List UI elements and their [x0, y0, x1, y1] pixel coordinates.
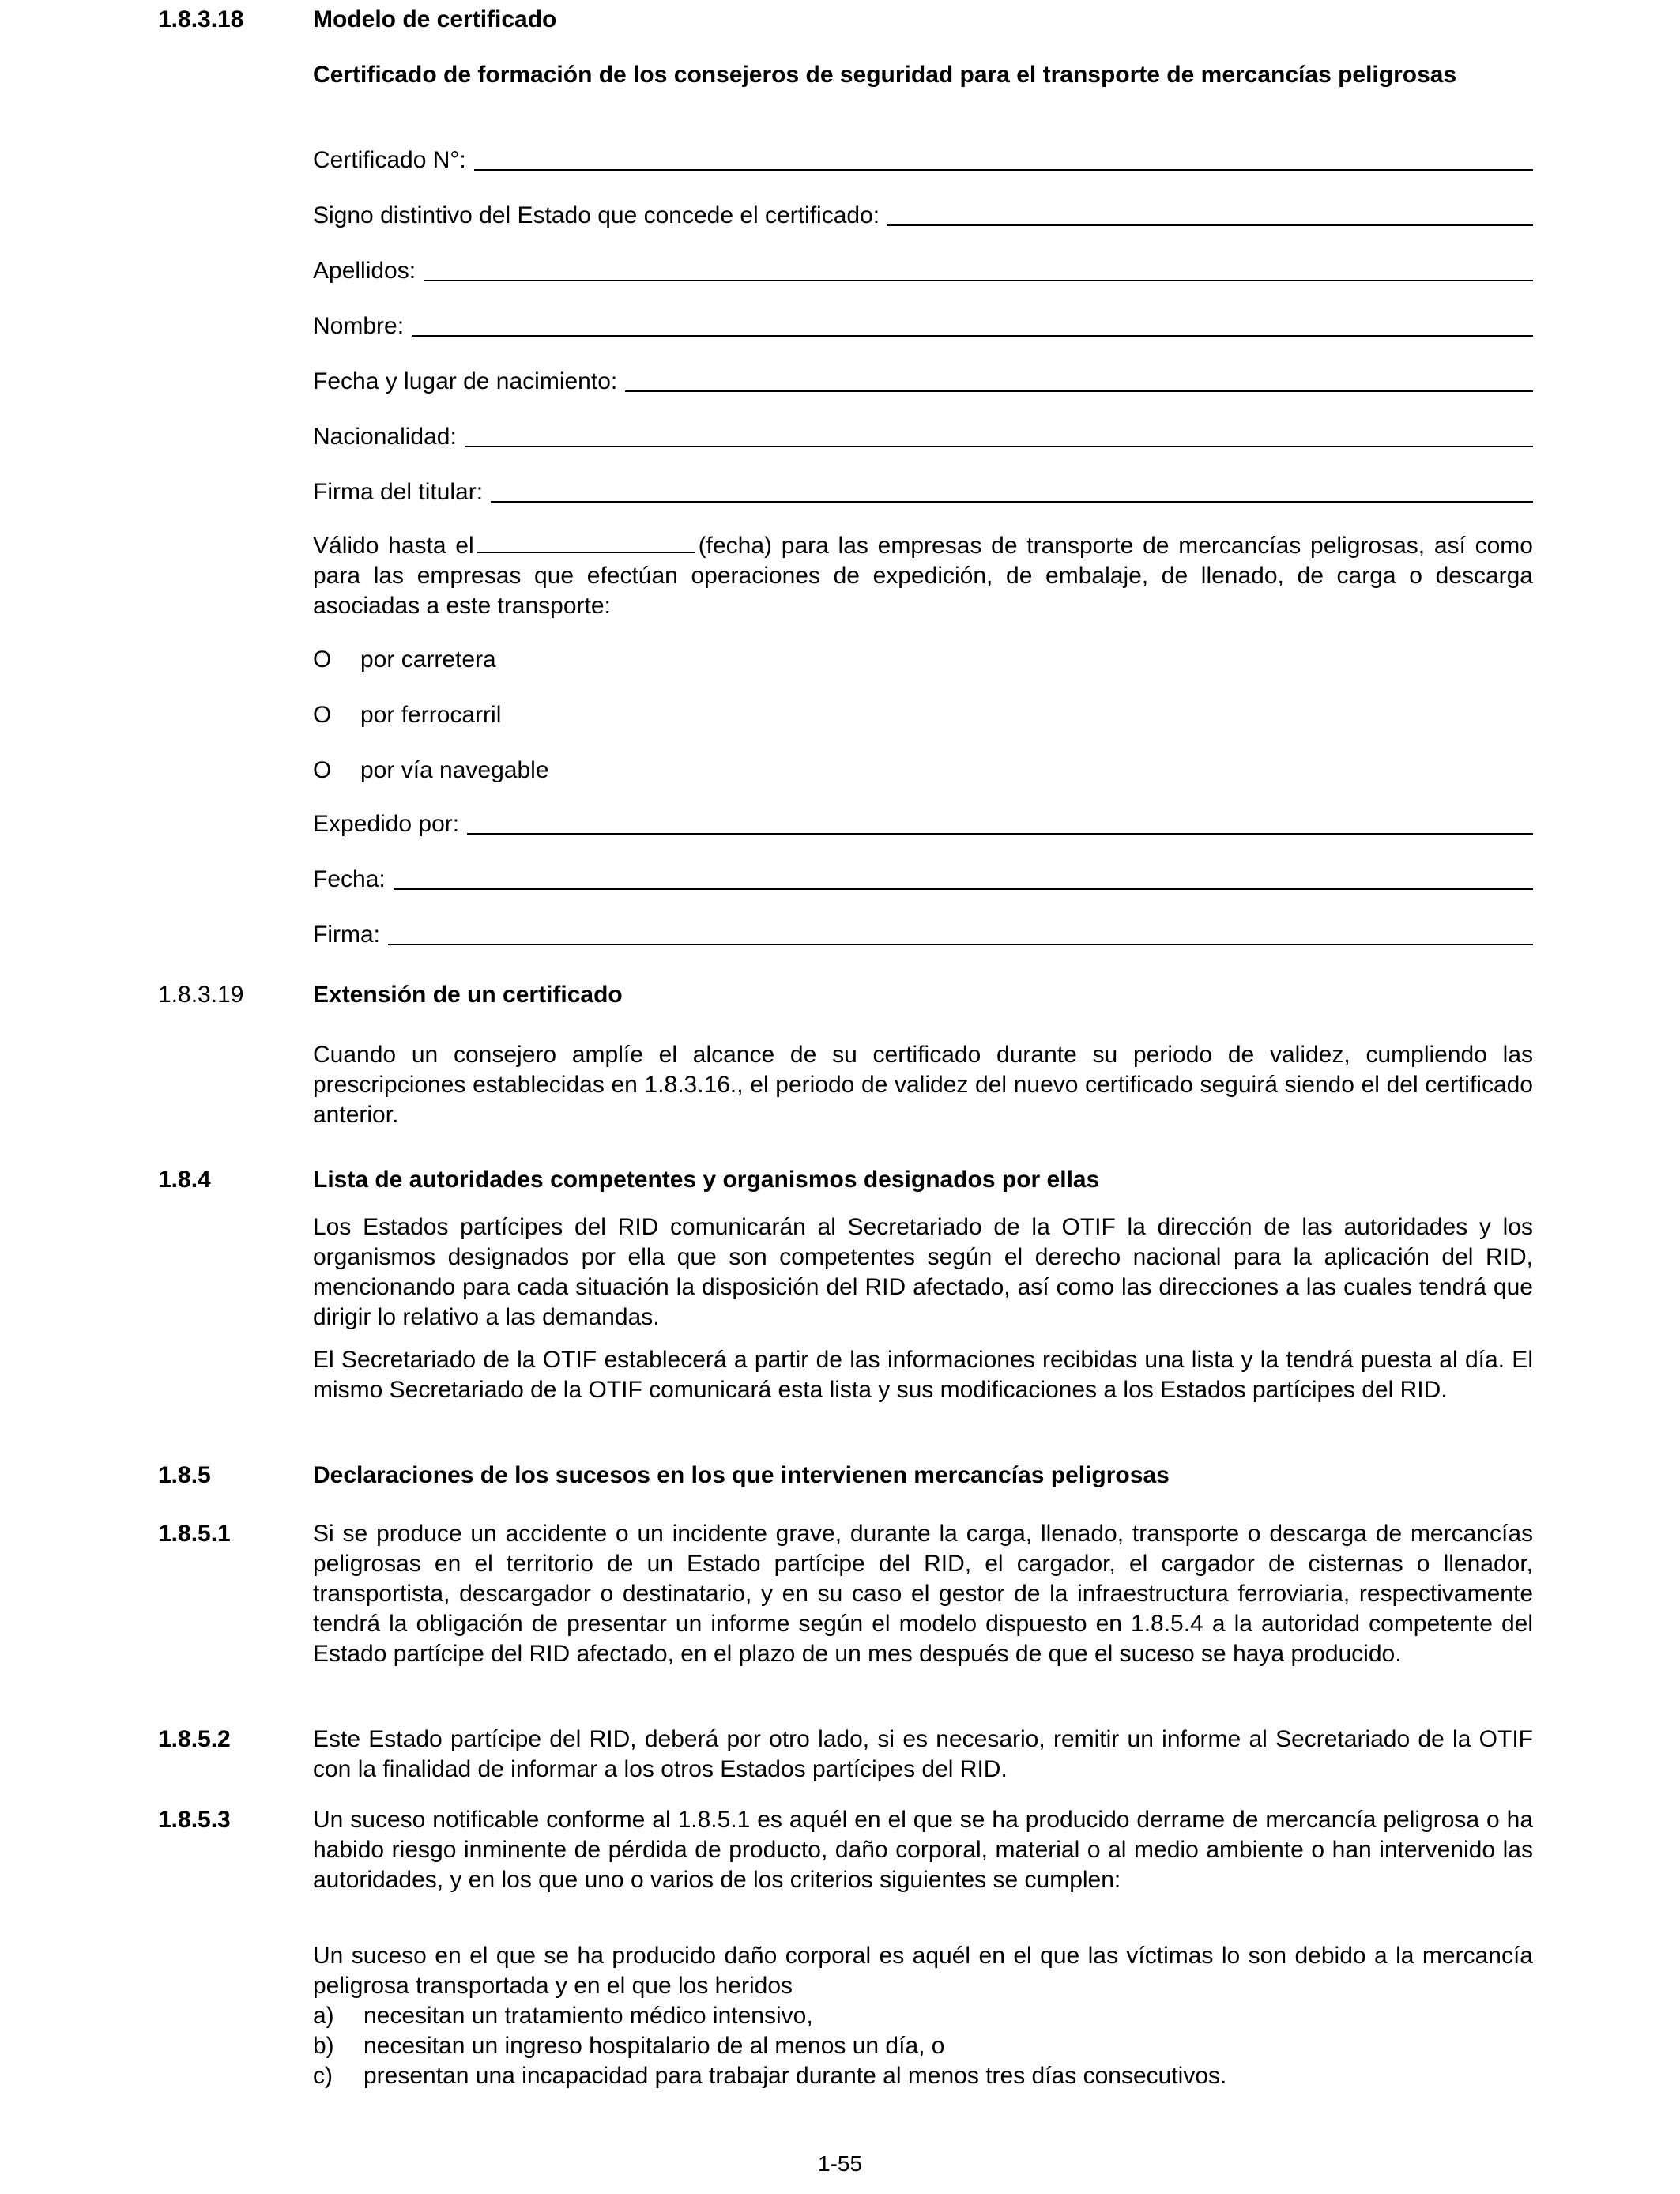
fill-line	[887, 224, 1533, 226]
page-number: 1-55	[817, 2151, 863, 2176]
fill-line	[394, 888, 1533, 890]
certificate-title: Certificado de formación de los consejeros de seguridad para el transporte de mercancías peligrosas	[313, 62, 1457, 88]
field-name	[313, 311, 1533, 341]
field-label: Apellidos:	[313, 258, 416, 284]
fill-line	[491, 500, 1533, 503]
field-label: Nacionalidad:	[313, 424, 457, 450]
option-checkbox-icon: O	[313, 647, 332, 673]
section-number: 1.8.5.1	[158, 1521, 231, 1547]
section-paragraph: Un suceso en el que se ha producido daño corporal es aquél en el que las víctimas lo son debido a la mercancía peligrosa transportada y en el que los heridos	[313, 1943, 1533, 1999]
section-number: 1.8.4	[158, 1167, 211, 1193]
option-label: por ferrocarril	[360, 702, 502, 728]
date-blank-line	[477, 531, 695, 553]
field-signature	[313, 920, 1533, 950]
field-label: Fecha y lugar de nacimiento:	[313, 368, 618, 394]
option-waterway	[313, 756, 549, 786]
list-item	[313, 2031, 1533, 2061]
fill-line	[625, 390, 1533, 392]
field-label: Nombre:	[313, 313, 405, 339]
section-paragraph: Cuando un consejero amplíe el alcance de su certificado durante su periodo de validez, cumpliendo las prescripciones establecidas en 1.8.3.16., el periodo de validez del nuevo certificado seguirá siendo el del certificado anterior.	[313, 1042, 1533, 1128]
field-holder-signature	[313, 477, 1533, 507]
section-title: Extensión de un certificado	[313, 982, 623, 1008]
field-label: Expedido por:	[313, 811, 460, 837]
section-title: Lista de autoridades competentes y organismos designados por ellas	[313, 1167, 1100, 1193]
field-surname	[313, 256, 1533, 286]
field-state-sign	[313, 201, 1533, 231]
section-title: Declaraciones de los sucesos en los que intervienen mercancías peligrosas	[313, 1462, 1170, 1488]
field-issued-by	[313, 809, 1533, 839]
field-label: Signo distintivo del Estado que concede el certificado:	[313, 202, 880, 228]
section-number: 1.8.5.3	[158, 1807, 231, 1833]
validity-prefix: Válido hasta el	[313, 533, 474, 559]
section-title: Modelo de certificado	[313, 6, 557, 32]
fill-line	[388, 943, 1533, 945]
list-item	[313, 2001, 1533, 2031]
list-item-text: necesitan un tratamiento médico intensivo,	[363, 2003, 813, 2029]
fill-line	[467, 832, 1533, 835]
section-paragraph: Un suceso notificable conforme al 1.8.5.1 es aquél en el que se ha producido derrame de mercancía peligrosa o ha habido riesgo inminente de pérdida de producto, daño corporal, material o al medio ambiente o han intervenido las autoridades, y en los que uno o varios de los criterios siguientes se cumplen:	[313, 1807, 1533, 1893]
list-item-key: a)	[313, 2003, 334, 2029]
field-label: Firma:	[313, 922, 380, 948]
list-item-key: c)	[313, 2063, 333, 2089]
fill-line	[424, 279, 1533, 281]
field-label: Certificado N°:	[313, 147, 466, 173]
section-paragraph: Si se produce un accidente o un incidente grave, durante la carga, llenado, transporte o descarga de mercancías peligrosas en el territorio de un Estado partícipe del RID, el cargador, el cargador de cisternas o llenador, transportista, descargador o destinatario, y en su caso el gestor de la infraestructura ferroviaria, respectivamente tendrá la obligación de presentar un informe según el modelo dispuesto en 1.8.5.4 a la autoridad competente del Estado partícipe del RID afectado, en el plazo de un mes después de que el suceso se haya producido.	[313, 1521, 1533, 1667]
list-item-key: b)	[313, 2033, 334, 2059]
option-label: por carretera	[360, 647, 496, 673]
section-number: 1.8.5.2	[158, 1726, 231, 1752]
section-paragraph: Los Estados partícipes del RID comunicarán al Secretariado de la OTIF la dirección de las autoridades y los organismos designados por ella que son competentes según el derecho nacional para la aplicación del RID, mencionando para cada situación la disposición del RID afectado, así como las direcciones a las cuales tendrá que dirigir lo relativo a las demandas.	[313, 1214, 1533, 1330]
field-label: Fecha:	[313, 866, 386, 892]
validity-suffix: (fecha) para las empresas de transporte de mercancías peligrosas, así como para las empresas que efectúan operaciones de expedición, de embalaje, de llenado, de carga o descarga asociadas a este transporte:	[313, 533, 1533, 619]
field-certificate-number	[313, 145, 1533, 175]
fill-line	[474, 168, 1533, 171]
option-checkbox-icon: O	[313, 757, 332, 783]
field-label: Firma del titular:	[313, 479, 484, 505]
list-item-text: necesitan un ingreso hospitalario de al menos un día, o	[363, 2033, 945, 2059]
option-label: por vía navegable	[360, 757, 549, 783]
field-nationality	[313, 422, 1533, 452]
validity-paragraph	[313, 531, 1533, 621]
section-paragraph: Este Estado partícipe del RID, deberá por otro lado, si es necesario, remitir un informe al Secretariado de la OTIF con la finalidad de informar a los otros Estados partícipes del RID.	[313, 1726, 1533, 1782]
option-rail	[313, 700, 501, 730]
list-item	[313, 2061, 1533, 2091]
section-number: 1.8.3.18	[158, 6, 244, 32]
section-number: 1.8.3.19	[158, 982, 244, 1008]
fill-line	[465, 445, 1533, 447]
section-number: 1.8.5	[158, 1462, 211, 1488]
option-checkbox-icon: O	[313, 702, 332, 728]
injury-criteria-list	[313, 2001, 1533, 2091]
option-road	[313, 645, 496, 675]
field-date	[313, 865, 1533, 895]
section-paragraph: El Secretariado de la OTIF establecerá a partir de las informaciones recibidas una lista y la tendrá puesta al día. El mismo Secretariado de la OTIF comunicará esta lista y sus modificaciones a los Estados partícipes del RID.	[313, 1347, 1533, 1403]
list-item-text: presentan una incapacidad para trabajar durante al menos tres días consecutivos.	[363, 2063, 1227, 2089]
fill-line	[412, 334, 1533, 337]
field-birth	[313, 367, 1533, 397]
